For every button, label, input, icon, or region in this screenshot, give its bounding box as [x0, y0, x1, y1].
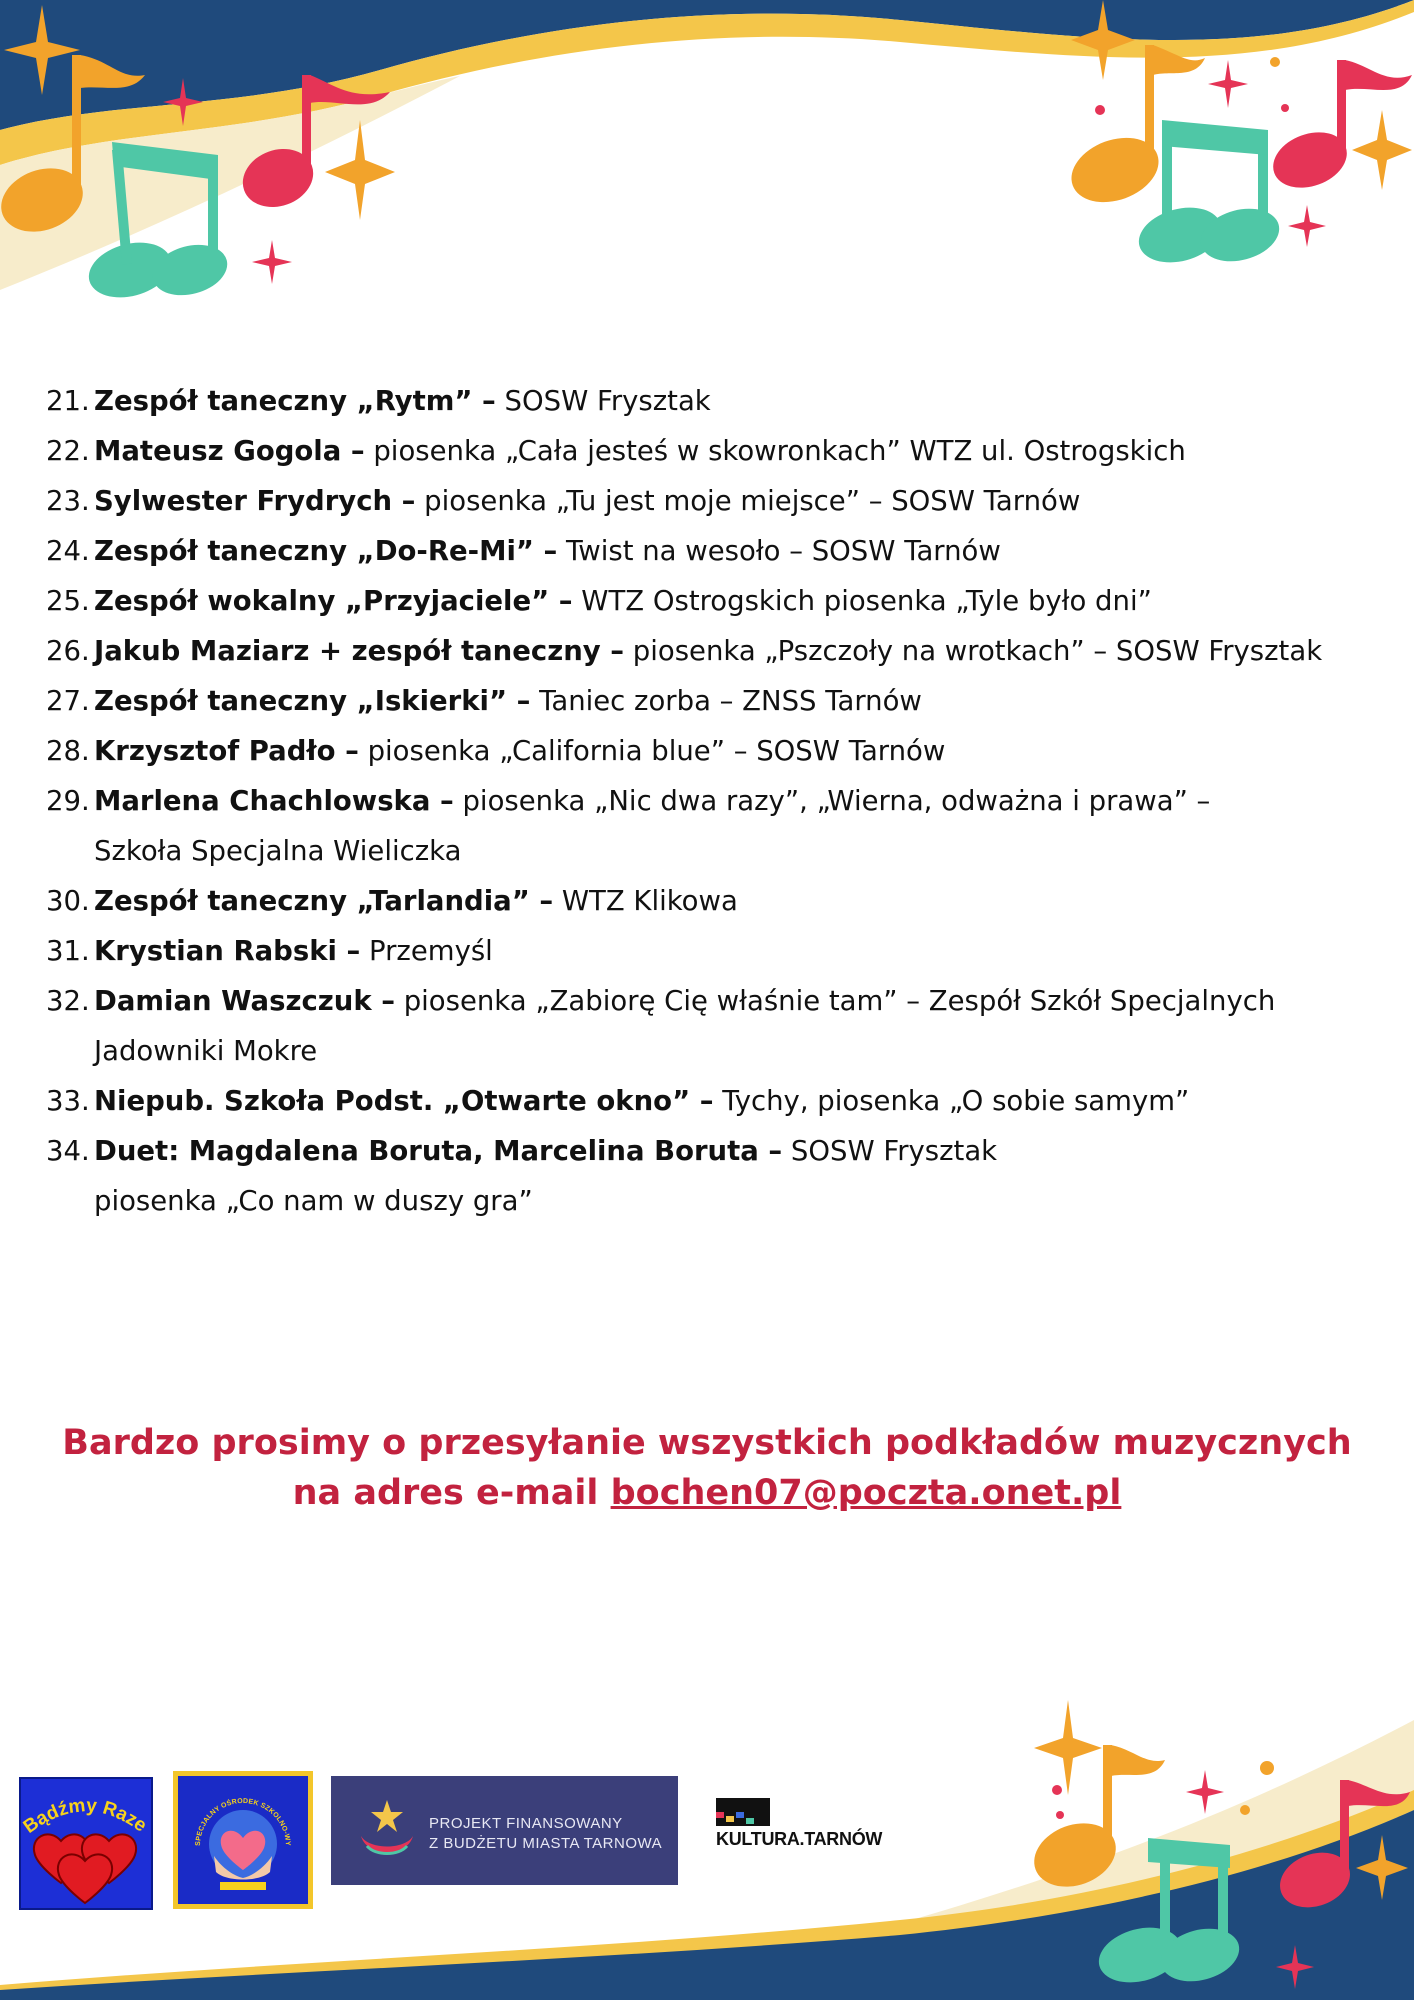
email-link[interactable]: bochen07@poczta.onet.pl [610, 1473, 1122, 1513]
list-item: 32. Damian Waszczuk – piosenka „Zabiorę Cię właśnie tam” – Zespół Szkół Specjalnych Jadowniki Mokre [46, 976, 1386, 1076]
svg-text:Bądźmy Razem: Bądźmy Raze [21, 1795, 151, 1838]
performance-list [46, 376, 1386, 1226]
city-logo-line-2: Z BUDŻETU MIASTA TARNOWA [429, 1835, 663, 1852]
pixel-mark-icon [716, 1798, 776, 1828]
list-item: 23. Sylwester Frydrych – piosenka „Tu jest moje miejsce” – SOSW Tarnów [46, 485, 1081, 517]
city-budget-logo [331, 1776, 678, 1885]
sponsor-logos [0, 1770, 1000, 1920]
badzmy-razem-logo [19, 1777, 153, 1910]
list-item: 27. Zespół taneczny „Iskierki” – Taniec zorba – ZNSS Tarnów [46, 685, 922, 717]
list-item: 31. Krystian Rabski – Przemyśl [46, 935, 493, 967]
city-logo-line-1: PROJEKT FINANSOWANY [429, 1815, 623, 1832]
list-item: 22. Mateusz Gogola – piosenka „Cała jesteś w skowronkach” WTZ ul. Ostrogskich [46, 435, 1186, 467]
list-item: 29. Marlena Chachlowska – piosenka „Nic dwa razy”, „Wierna, odważna i prawa” – Szkoła Specjalna Wieliczka [46, 776, 1386, 876]
school-logo [173, 1771, 313, 1909]
kultura-logo-text: KULTURA.TARNÓW [716, 1829, 883, 1849]
notice-line-2: na adres e-mail bochen07@poczta.onet.pl [292, 1473, 1122, 1513]
list-item: 26. Jakub Maziarz + zespół taneczny – piosenka „Pszczoły na wrotkach” – SOSW Frysztak [46, 635, 1323, 667]
list-item: 25. Zespół wokalny „Przyjaciele” – WTZ Ostrogskich piosenka „Tyle było dni” [46, 585, 1152, 617]
hands-heart-icon [178, 1776, 308, 1904]
list-item: 30. Zespół taneczny „Tarlandia” – WTZ Klikowa [46, 885, 738, 917]
hearts-icon [21, 1779, 151, 1908]
svg-text:SPECJALNY OŚRODEK SZKOLNO-WYCH: SPECJALNY OŚRODEK SZKOLNO-WY [194, 1797, 292, 1847]
list-item: 33. Niepub. Szkoła Podst. „Otwarte okno” – Tychy, piosenka „O sobie samym” [46, 1085, 1190, 1117]
backing-tracks-notice [0, 1418, 1414, 1518]
list-item-continuation: piosenka „Co nam w duszy gra” [94, 1185, 533, 1217]
list-item-continuation: Szkoła Specjalna Wieliczka [94, 835, 462, 867]
red-note-icon-right [1265, 60, 1412, 197]
list-item-continuation: Jadowniki Mokre [94, 1035, 318, 1067]
list-item: 24. Zespół taneczny „Do-Re-Mi” – Twist na wesoło – SOSW Tarnów [46, 535, 1001, 567]
list-item: 34. Duet: Magdalena Boruta, Marcelina Boruta – SOSW Frysztak piosenka „Co nam w duszy gra” [46, 1126, 1386, 1226]
notice-line-1: Bardzo prosimy o przesyłanie wszystkich podkładów muzycznych [62, 1423, 1352, 1463]
list-item: 21. Zespół taneczny „Rytm” – SOSW Frysztak [46, 385, 711, 417]
teal-double-note-icon-right [1133, 120, 1285, 271]
list-item: 28. Krzysztof Padło – piosenka „California blue” – SOSW Tarnów [46, 735, 946, 767]
top-music-decoration [0, 0, 1414, 320]
tarnow-emblem-icon [357, 1798, 417, 1864]
kultura-tarnow-logo [716, 1798, 883, 1858]
